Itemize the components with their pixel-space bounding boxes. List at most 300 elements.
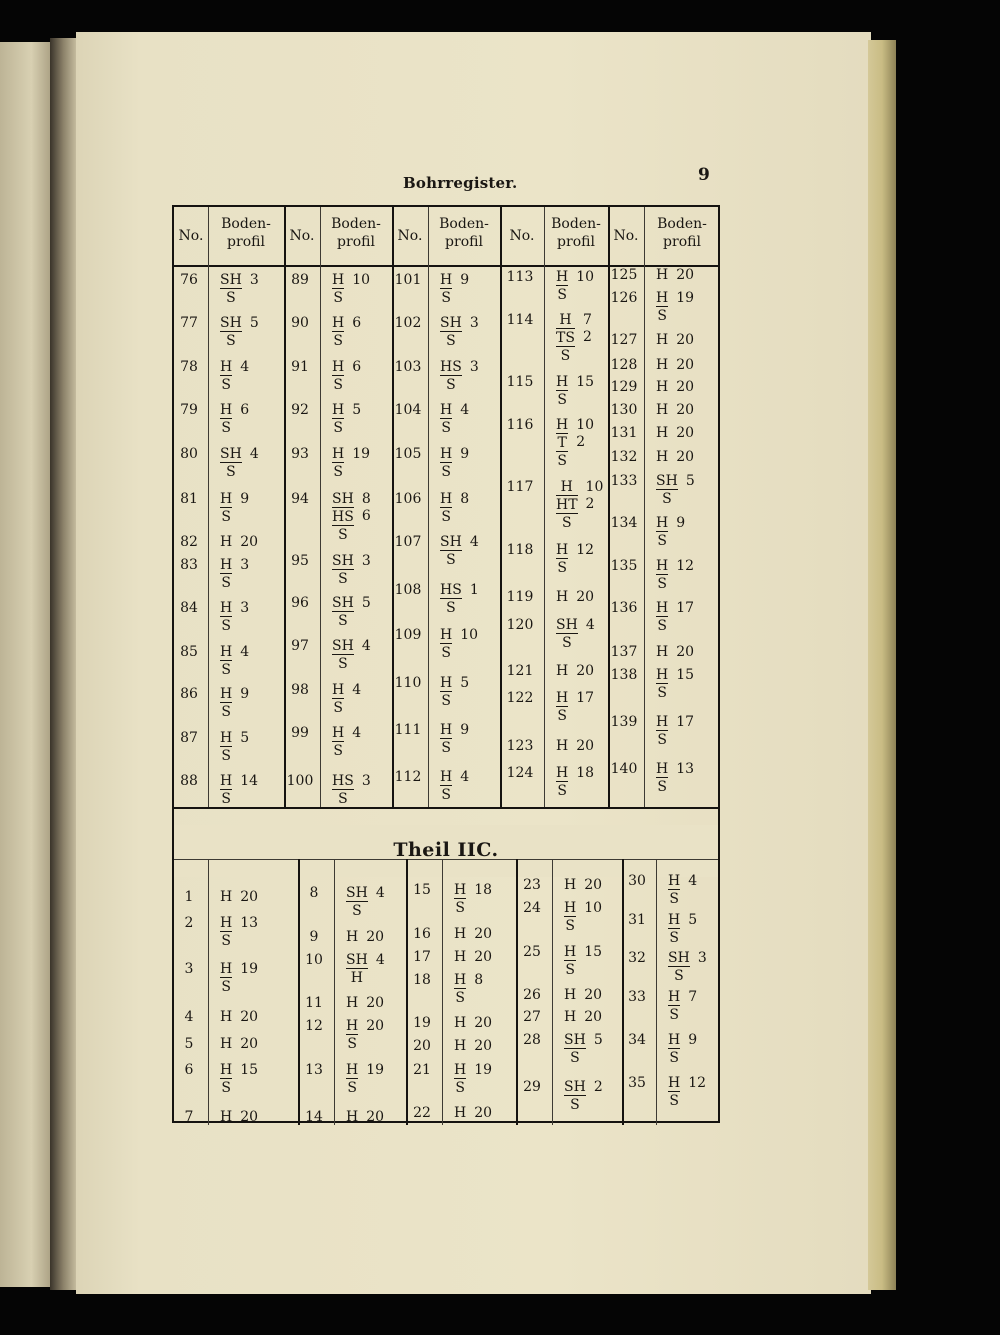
profile-upper: H [332,725,345,741]
depth-value: 6 [352,359,362,375]
section-title: Theil IIC. [393,839,499,861]
depth-value: 20 [676,644,695,660]
depth-value: 18 [474,882,493,898]
depth-value: 20 [474,1038,493,1054]
soil-profile [220,600,249,634]
entry-number: 109 [394,627,422,643]
entry-number: 128 [610,357,638,373]
profile-lower: S [657,732,667,748]
profile-lower: S [557,560,567,576]
depth-value: 17 [576,690,595,706]
entry-number: 124 [506,765,534,781]
entry-number: 77 [180,315,198,331]
profile-upper: H [220,915,233,931]
profile-lower: S [221,377,231,393]
entry-number: 129 [610,379,638,395]
entry-number: 94 [291,491,309,507]
entry-number: 32 [628,950,646,966]
entry-number: 104 [394,402,422,418]
depth-value: 20 [576,738,595,754]
soil-profile [656,761,694,795]
soil-profile [440,534,479,568]
profile-upper: H [332,315,345,331]
soil-profile [220,491,249,525]
entry-number: 97 [291,638,309,654]
entry-number: 95 [291,553,309,569]
column-rule [320,207,321,807]
soil-profile [668,1032,697,1066]
entry-number: 76 [180,272,198,288]
soil-profile [346,952,385,986]
soil-profile [220,272,259,306]
entry-number: 29 [523,1079,541,1095]
profile-lower: S [557,453,567,469]
entry-number: 11 [305,995,323,1011]
profile-lower: S [565,962,575,978]
profile-lower: S [332,789,354,807]
soil-profile [656,332,694,348]
profile-upper: H [220,491,233,507]
depth-value: 2 [593,1079,603,1095]
profile-lower: S [333,420,343,436]
entry-number: 88 [180,773,198,789]
soil-profile [556,479,603,531]
entry-number: 13 [305,1062,323,1078]
depth-value: 3 [240,600,250,616]
profile-upper: SH [440,315,462,331]
profile-lower: S [346,901,368,919]
depth-value: 4 [240,644,250,660]
entry-number: 134 [610,515,638,531]
profile-upper: SH [220,315,242,331]
column-header-no: No. [509,228,535,244]
entry-number: 136 [610,600,638,616]
entry-number: 92 [291,402,309,418]
profile-lower: S [332,525,354,543]
depth-value: 4 [375,885,385,901]
profile-upper: H [556,374,569,390]
depth-value: 17 [676,714,695,730]
soil-profile [454,1038,492,1054]
depth-value: 19 [352,446,371,462]
profile-lower: S [657,533,667,549]
entry-number: 120 [506,617,534,633]
depth-value: 4 [688,873,698,889]
depth-value: 4 [352,725,362,741]
profile-lower: S [441,509,451,525]
soil-profile [332,359,361,393]
entry-number: 6 [184,1062,194,1078]
soil-profile [332,491,371,543]
soil-profile [332,682,361,716]
soil-profile [656,357,694,373]
profile-upper: HS [440,359,462,375]
column-header-profile-line1: Boden- [551,216,601,232]
depth-value: 18 [576,765,595,781]
profile-lower: S [669,891,679,907]
profile-lower: S [441,420,451,436]
soil-profile [656,379,694,395]
profile-lower: S [657,576,667,592]
profile-upper: SH [332,553,354,569]
profile-upper: H [564,877,577,893]
entry-number: 31 [628,912,646,928]
profile-upper: H [656,267,669,283]
soil-profile [220,889,258,905]
column-header-profile [208,215,284,251]
soil-profile [220,1009,258,1025]
soil-profile [332,595,371,629]
column-rule [284,207,286,807]
profile-upper: H [440,769,453,785]
depth-value: 20 [676,379,695,395]
depth-value: 5 [688,912,698,928]
profile-upper: H [668,873,681,889]
depth-value: 4 [375,952,385,968]
entry-number: 130 [610,402,638,418]
profile-lower: S [221,704,231,720]
entry-number: 127 [610,332,638,348]
soil-profile [556,589,594,605]
depth-value: 5 [361,595,371,611]
profile-lower: S [656,489,678,507]
soil-profile [220,402,249,436]
soil-profile [440,627,478,661]
entry-number: 79 [180,402,198,418]
depth-value: 8 [474,972,484,988]
entry-number: 89 [291,272,309,288]
profile-upper: H [220,600,233,616]
entry-number: 22 [413,1105,431,1121]
profile-upper: H [454,926,467,942]
entry-number: 21 [413,1062,431,1078]
profile-upper: H [656,558,669,574]
soil-profile [556,690,594,724]
profile-upper: H [564,1009,577,1025]
entry-number: 80 [180,446,198,462]
depth-value: 20 [474,926,493,942]
depth-value: 9 [460,722,470,738]
soil-profile [332,402,361,436]
running-header: Bohrregister. [403,174,518,192]
profile-upper: H [556,738,569,754]
entry-number: 15 [413,882,431,898]
soil-profile [332,553,371,587]
profile-lower: H [346,968,368,986]
profile-lower: S [564,1095,586,1113]
depth-value: 20 [584,987,603,1003]
soil-profile [564,900,602,934]
entry-number: 99 [291,725,309,741]
depth-value: 19 [676,290,695,306]
column-header-profile-line2: profil [663,234,701,250]
depth-value: 5 [352,402,362,418]
profile-upper: HS [332,773,354,789]
profile-lower: S [332,654,354,672]
soil-profile [220,730,249,764]
soil-profile [656,425,694,441]
column-rule [208,859,209,1125]
depth-value: 5 [460,675,470,691]
column-rule [656,859,657,1125]
column-header-profile-line1: Boden- [221,216,271,232]
depth-value: 20 [576,589,595,605]
profile-upper: SH [220,446,242,462]
profile-lower: S [221,618,231,634]
soil-profile [440,675,469,709]
depth-value: 5 [240,730,250,746]
profile-upper: H [440,402,453,418]
soil-profile [556,542,594,576]
entry-number: 83 [180,557,198,573]
soil-profile [220,644,249,678]
soil-profile [332,638,371,672]
soil-profile [564,877,602,893]
entry-number: 131 [610,425,638,441]
depth-value: 3 [361,553,371,569]
profile-lower: S [440,598,462,616]
soil-profile [668,912,697,946]
profile-upper: H [656,290,669,306]
soil-profile [656,714,694,748]
soil-profile [556,738,594,754]
profile-upper: H [454,1062,467,1078]
depth-value: 20 [240,534,259,550]
entry-number: 98 [291,682,309,698]
column-rule [552,859,553,1125]
depth-value: 15 [240,1062,259,1078]
entry-number: 24 [523,900,541,916]
entry-number: 116 [506,417,534,433]
depth-value: 9 [460,446,470,462]
profile-upper: H [656,714,669,730]
profile-middle: HT [556,497,578,513]
profile-upper: H [332,682,345,698]
profile-lower: S [347,1036,357,1052]
soil-profile [440,769,469,803]
soil-profile [220,915,258,949]
profile-upper: H [564,987,577,1003]
profile-upper: H [656,425,669,441]
entry-number: 133 [610,473,638,489]
entry-number: 111 [394,722,422,738]
depth-value: 20 [584,1009,603,1025]
depth-value: 4 [585,617,595,633]
column-rule [334,859,335,1125]
depth-value: 20 [240,1009,259,1025]
facing-page-edge [0,42,52,1287]
profile-upper: H [454,1105,467,1121]
profile-upper: H [220,686,233,702]
soil-profile [556,765,594,799]
entry-number: 135 [610,558,638,574]
soil-profile [332,773,371,807]
profile-upper: H [668,989,681,1005]
profile-upper: H [668,1032,681,1048]
entry-number: 9 [309,929,319,945]
profile-lower: S [221,509,231,525]
soil-profile [656,290,694,324]
depth-value: 7 [582,312,592,328]
profile-lower: S [440,331,462,349]
entry-number: 2 [184,915,194,931]
entry-number: 30 [628,873,646,889]
soil-profile [556,617,595,651]
profile-upper: H [346,1018,359,1034]
profile-upper: H [556,542,569,558]
entry-number: 27 [523,1009,541,1025]
soil-profile [440,315,479,349]
depth-value: 4 [460,402,470,418]
depth-value: 20 [474,1015,493,1031]
depth-value: 4 [469,534,479,550]
profile-lower: S [333,700,343,716]
column-header-no: No. [178,228,204,244]
depth-value: 20 [676,425,695,441]
entry-number: 122 [506,690,534,706]
profile-upper: H [332,402,345,418]
entry-number: 91 [291,359,309,375]
profile-lower: S [455,900,465,916]
soil-profile [346,885,385,919]
entry-number: 102 [394,315,422,331]
profile-lower: S [557,783,567,799]
profile-lower: S [440,375,462,393]
soil-profile [346,929,384,945]
profile-upper: H [332,272,345,288]
profile-upper: H [220,961,233,977]
soil-profile [332,446,370,480]
entry-number: 3 [184,961,194,977]
profile-lower: S [221,933,231,949]
entry-number: 35 [628,1075,646,1091]
profile-upper: H [220,1062,233,1078]
depth-value: 10 [576,269,595,285]
soil-profile [564,1079,603,1113]
soil-profile [440,491,469,525]
entry-number: 34 [628,1032,646,1048]
page-stack-edge [868,40,896,1290]
depth-value: 8 [361,491,371,507]
entry-number: 140 [610,761,638,777]
profile-lower: S [565,918,575,934]
profile-upper: H [220,889,233,905]
profile-upper: H [656,332,669,348]
profile-lower: S [332,611,354,629]
entry-number: 81 [180,491,198,507]
entry-number: 18 [413,972,431,988]
depth-value: 20 [240,889,259,905]
entry-number: 100 [286,773,314,789]
profile-upper: SH [220,272,242,288]
depth-value: 4 [240,359,250,375]
entry-number: 96 [291,595,309,611]
entry-number: 7 [184,1109,194,1125]
depth-value: 10 [460,627,479,643]
entry-number: 117 [506,479,534,495]
soil-profile [220,686,249,720]
depth-value: 9 [240,686,250,702]
profile-upper: H [220,773,233,789]
profile-upper: SH [346,885,368,901]
profile-lower: S [220,288,242,306]
profile-upper: H [220,1009,233,1025]
profile-lower: S [657,618,667,634]
profile-upper: H [220,534,233,550]
column-header-profile-line1: Boden- [657,216,707,232]
column-rule [442,859,443,1125]
depth-value: 19 [366,1062,385,1078]
profile-upper: SH [440,534,462,550]
entry-number: 17 [413,949,431,965]
profile-upper: H [220,557,233,573]
depth-value: 12 [576,542,595,558]
soil-profile [454,926,492,942]
soil-profile [346,995,384,1011]
depth-value: 3 [361,773,371,789]
profile-lower: S [441,464,451,480]
depth-value: 20 [576,663,595,679]
profile-lower: S [220,462,242,480]
depth-value: 6 [352,315,362,331]
profile-upper: H [656,761,669,777]
depth-value: 4 [460,769,470,785]
depth-value: 10 [352,272,371,288]
soil-profile [220,557,249,591]
profile-lower: S [657,685,667,701]
depth-value: 20 [366,995,385,1011]
depth-value: 20 [584,877,603,893]
entry-number: 125 [610,267,638,283]
profile-upper: H [346,929,359,945]
soil-profile [440,446,469,480]
profile-lower: S [657,308,667,324]
profile-upper: SH [564,1032,586,1048]
depth-value: 9 [460,272,470,288]
profile-upper: H [440,272,453,288]
profile-upper: H [656,357,669,373]
column-rule [392,207,394,807]
profile-upper: H [556,663,569,679]
entry-number: 137 [610,644,638,660]
profile-lower: S [669,1050,679,1066]
profile-lower: S [441,645,451,661]
profile-upper: H [454,882,467,898]
soil-profile [556,417,594,469]
soil-profile [656,558,694,592]
depth-value: 10 [585,479,604,495]
profile-upper: SH [332,638,354,654]
entry-number: 107 [394,534,422,550]
column-header-no: No. [613,228,639,244]
entry-number: 105 [394,446,422,462]
depth-value: 13 [676,761,695,777]
profile-upper: H [346,1109,359,1125]
entry-number: 8 [309,885,319,901]
entry-number: 20 [413,1038,431,1054]
soil-profile [220,446,259,480]
profile-lower: S [347,1080,357,1096]
soil-profile [440,359,479,393]
soil-profile [454,882,492,916]
depth-value: 20 [366,1109,385,1125]
column-header-profile-line1: Boden- [331,216,381,232]
profile-lower: S [441,693,451,709]
profile-lower: S [557,287,567,303]
depth-value-secondary: 6 [361,508,371,524]
entry-number: 132 [610,449,638,465]
soil-profile [454,1062,492,1096]
